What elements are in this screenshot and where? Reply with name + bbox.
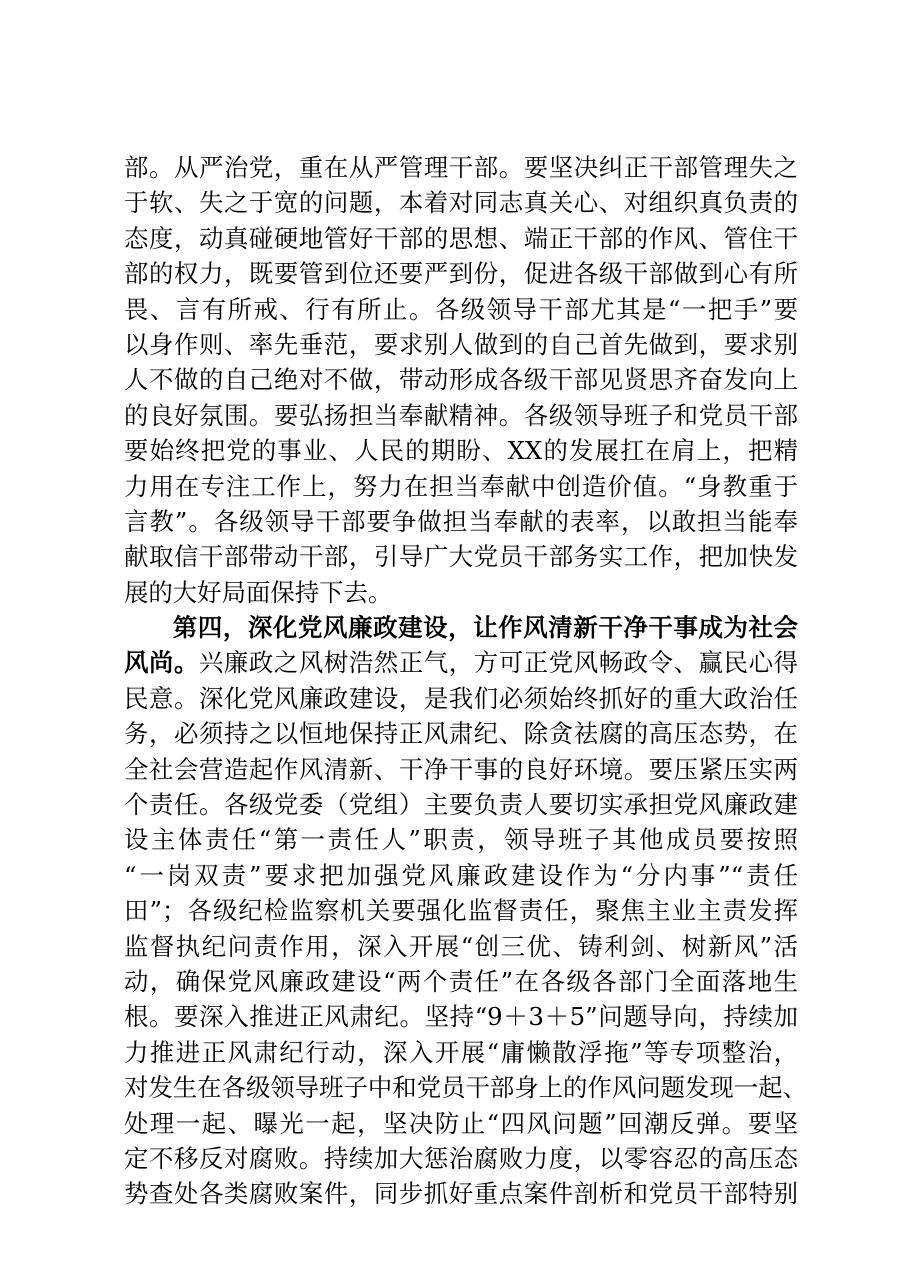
text-line: 献取信干部带动干部，引导广大党员干部务实工作，把加快发 xyxy=(124,542,798,572)
section-heading: 第四，深化党风廉政建设，让作风清新干净干事成为社会 xyxy=(172,613,798,643)
text-line: 部。从严治党，重在从严管理干部。要坚决纠正干部管理失之 xyxy=(124,153,798,182)
text-line: 监督执纪问责作用，深入开展“创三优、铸利剑、树新风”活 xyxy=(124,931,798,961)
text-line: 个责任。各级党委（党组）主要负责人要切实承担党风廉政建 xyxy=(124,790,798,820)
text-line: 民意。深化党风廉政建设，是我们必须始终抓好的重大政治任 xyxy=(124,683,798,713)
text-line xyxy=(124,645,798,680)
text-line: 部的权力，既要管到位还要严到份，促进各级干部做到心有所 xyxy=(124,259,798,289)
text-line: 根。要深入推进正风肃纪。坚持“9＋3＋5”问题导向，持续加 xyxy=(124,1002,798,1032)
text-line: 要始终把党的事业、人民的期盼、XX的发展扛在肩上，把精 xyxy=(124,436,798,466)
text-line-rest: 兴廉政之风树浩然正气，方可正党风畅政令、赢民心得 xyxy=(198,648,798,678)
text-line: 设主体责任“第一责任人”职责，领导班子其他成员要按照 xyxy=(124,825,798,855)
text-line: 畏、言有所戒、行有所止。各级领导干部尤其是“一把手”要 xyxy=(124,294,798,324)
text-line: 言教”。各级领导干部要争做担当奉献的表率，以敢担当能奉 xyxy=(124,506,798,536)
text-line: 势查处各类腐败案件，同步抓好重点案件剖析和党员干部特别 xyxy=(124,1179,798,1209)
document-body xyxy=(124,150,807,1212)
text-line: 定不移反对腐败。持续加大惩治腐败力度，以零容忍的高压态 xyxy=(124,1143,798,1173)
text-line: 力用在专注工作上，努力在担当奉献中创造价值。“身教重于 xyxy=(124,471,798,501)
text-line: 动，确保党风廉政建设“两个责任”在各级各部门全面落地生 xyxy=(124,966,798,996)
text-line: 处理一起、曝光一起，坚决防止“四风问题”回潮反弹。要坚 xyxy=(124,1108,798,1138)
text-line: 人不做的自己绝对不做，带动形成各级干部见贤思齐奋发向上 xyxy=(124,365,798,395)
text-line: 于软、失之于宽的问题，本着对同志真关心、对组织真负责的 xyxy=(124,188,798,218)
paragraph-1 xyxy=(124,150,798,610)
text-line: 田”；各级纪检监察机关要强化监督责任，聚焦主业主责发挥 xyxy=(124,896,798,926)
text-line: 展的大好局面保持下去。 xyxy=(124,577,393,607)
text-line: 全社会营造起作风清新、干净干事的良好环境。要压紧压实两 xyxy=(124,754,798,784)
text-line: 力推进正风肃纪行动，深入开展“庸懒散浮拖”等专项整治， xyxy=(124,1037,798,1067)
text-line: 务，必须持之以恒地保持正风肃纪、除贪祛腐的高压态势，在 xyxy=(124,719,798,749)
text-line: “一岗双责”要求把加强党风廉政建设作为“分内事”“责任 xyxy=(124,860,798,890)
text-line: 的良好氛围。要弘扬担当奉献精神。各级领导班子和党员干部 xyxy=(124,400,798,430)
text-line: 以身作则、率先垂范，要求别人做到的自己首先做到，要求别 xyxy=(124,329,798,359)
paragraph-2 xyxy=(124,610,807,1212)
text-line: 对发生在各级领导班子中和党员干部身上的作风问题发现一起、 xyxy=(124,1073,807,1103)
text-line: 态度，动真碰硬地管好干部的思想、端正干部的作风、管住干 xyxy=(124,223,798,253)
section-heading-end: 风尚。 xyxy=(124,648,199,678)
